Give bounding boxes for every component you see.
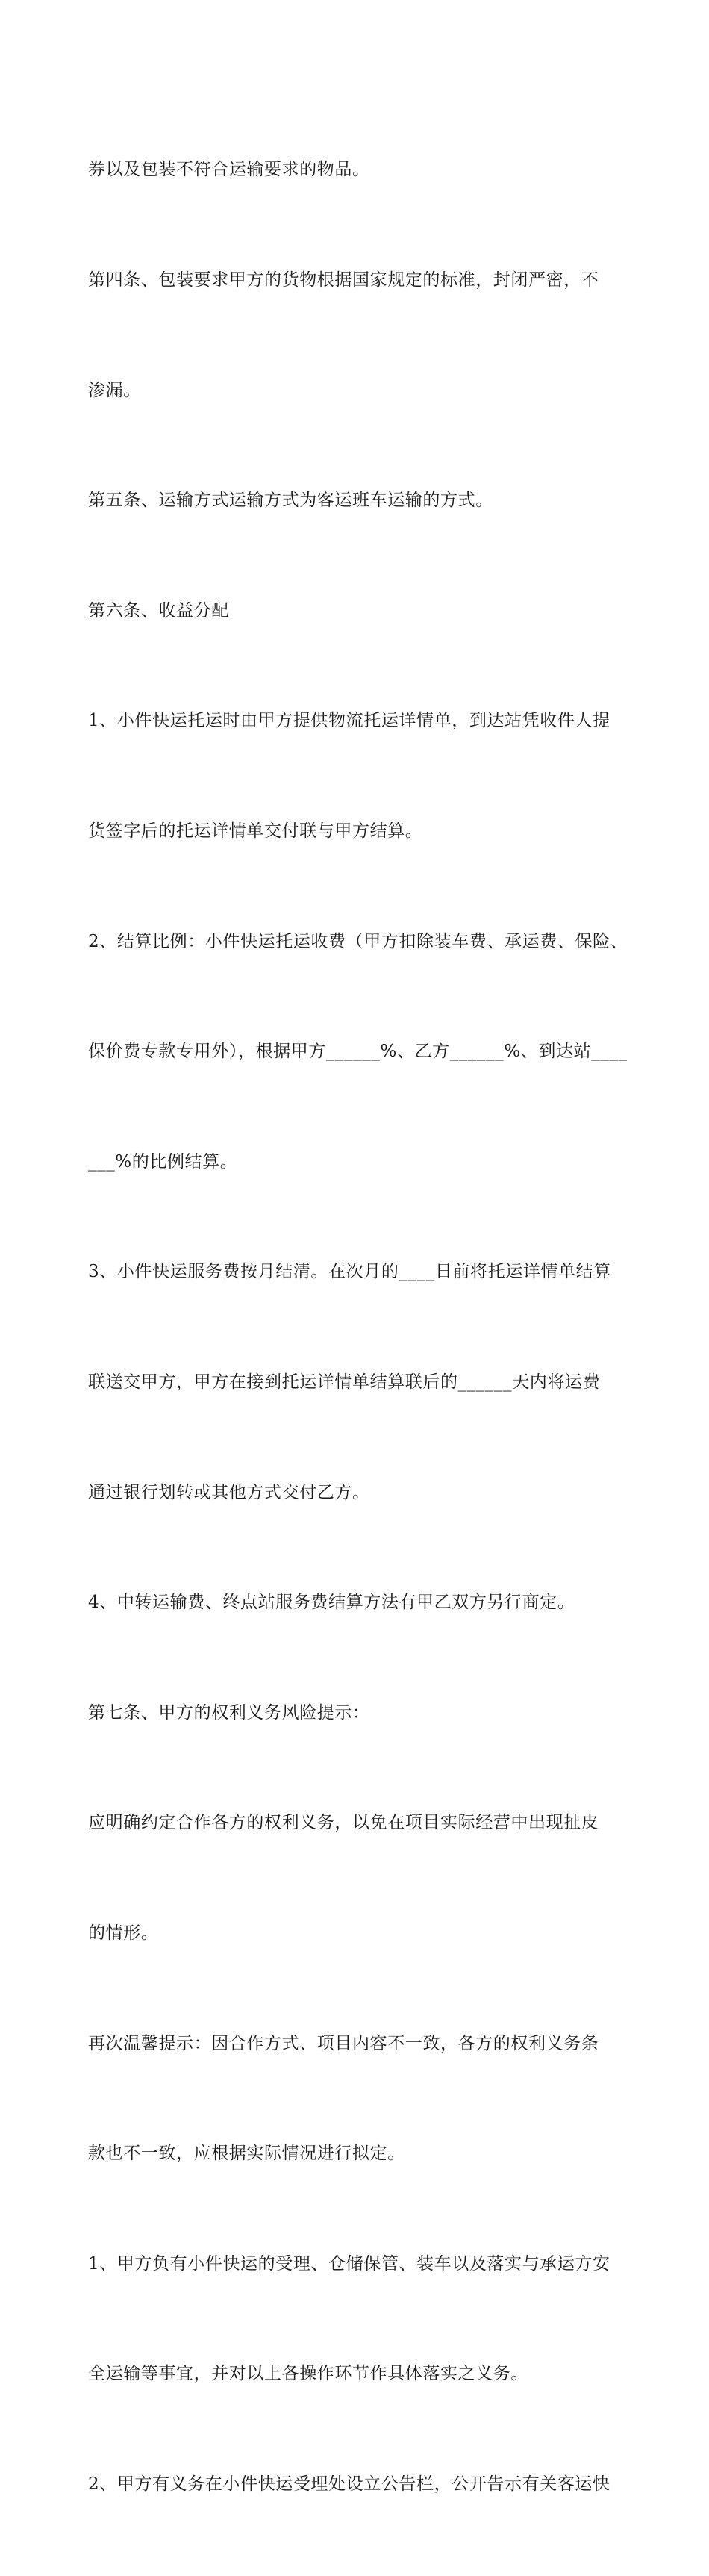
section-heading: 第六条、收益分配 bbox=[88, 600, 229, 620]
text-line: 3、小件快运服务费按月结清。在次月的____日前将托运详情单结算 bbox=[88, 1262, 611, 1282]
text-line: 第四条、包装要求甲方的货物根据国家规定的标准，封闭严密，不 bbox=[88, 270, 599, 290]
text-line: 全运输等事宜，并对以上各操作环节作具体落实之义务。 bbox=[88, 2364, 528, 2384]
text-line: 渗漏。 bbox=[88, 380, 141, 400]
text-line: 款也不一致，应根据实际情况进行拟定。 bbox=[88, 2144, 405, 2164]
text-line: ___%的比例结算。 bbox=[88, 1151, 238, 1172]
text-line: 再次温馨提示：因合作方式、项目内容不一致，各方的权利义务条 bbox=[88, 2033, 599, 2053]
text-line: 2、结算比例：小件快运托运收费（甲方扣除装车费、承运费、保险、 bbox=[88, 931, 628, 951]
text-line: 1、小件快运托运时由甲方提供物流托运详情单，到达站凭收件人提 bbox=[88, 711, 610, 731]
text-line: 通过银行划转或其他方式交付乙方。 bbox=[88, 1482, 370, 1502]
text-line: 券以及包装不符合运输要求的物品。 bbox=[88, 160, 370, 180]
text-line: 保价费专款专用外），根据甲方______%、乙方______%、到达站____ bbox=[88, 1042, 628, 1062]
text-line: 第五条、运输方式运输方式为客运班车运输的方式。 bbox=[88, 491, 493, 511]
text-line: 2、甲方有义务在小件快运受理处设立公告栏，公开告示有关客运快 bbox=[88, 2474, 610, 2494]
text-line: 的情形。 bbox=[88, 1923, 159, 1943]
document-body bbox=[88, 78, 637, 2576]
section-heading: 第七条、甲方的权利义务风险提示： bbox=[88, 1702, 370, 1723]
text-line: 4、中转运输费、终点站服务费结算方法有甲乙双方另行商定。 bbox=[88, 1593, 575, 1613]
text-line: 应明确约定合作各方的权利义务，以免在项目实际经营中出现扯皮 bbox=[88, 1813, 599, 1833]
text-line: 1、甲方负有小件快运的受理、仓储保管、装车以及落实与承运方安 bbox=[88, 2253, 610, 2274]
text-line: 联送交甲方，甲方在接到托运详情单结算联后的______天内将运费 bbox=[88, 1372, 601, 1392]
text-line: 货签字后的托运详情单交付联与甲方结算。 bbox=[88, 821, 423, 841]
